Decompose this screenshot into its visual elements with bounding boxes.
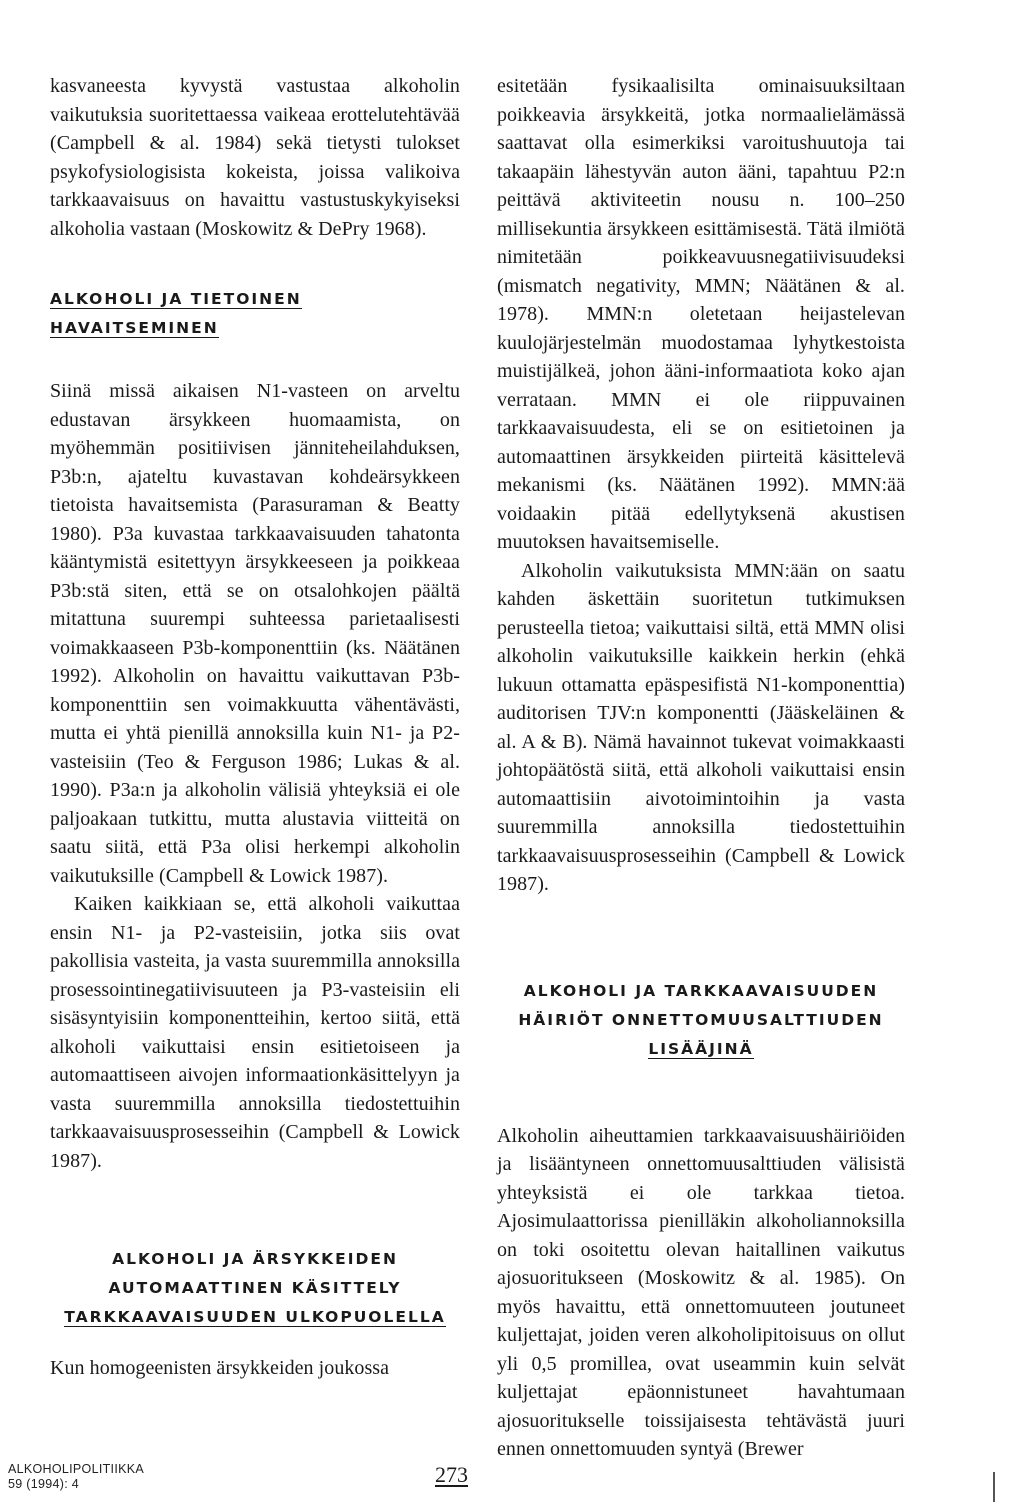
paragraph: kasvaneesta kyvystä vastustaa alkoholin vaikutuksia suoritettaessa vaikeaa erottelutehtävää (Campbell & al. 1984) sekä tietysti tulokset psykofysiologisista kokeista, joissa valikoiva tarkkaavaisuus on havaittu vastustuskykyiseksi alkoholia vastaan (Moskowitz & DePry 1968). [50, 75, 460, 240]
paragraph: Siinä missä aikaisen N1-vasteen on arveltu edustavan ärsykkeen huomaamista, on myöhemmän positiivisen jänniteheilahduksen, P3b:n, ajateltu kuvastavan kohdeärsykkeen tietoista havaitsemista (Parasuraman & Beatty 1980). P3a kuvastaa tarkkaavaisuuden tahatonta kääntymistä esitettyyn ärsykkeeseen ja poikkeaa P3b:stä siten, että se on otsalohkojen päältä mitattuna suurempi suhteessa parietaalisesti voimakkaaseen P3b-komponenttiin (ks. Näätänen 1992). Alkoholin on havaittu vaikuttavan P3b-komponenttiin sen voimakkuutta vähentävästi, mutta ei yhtä pienillä annoksilla kuin N1- ja P2-vasteisiin (Teo & Ferguson 1986; Lukas & al. 1990). P3a:n ja alkoholin välisiä yhteyksiä ei ole paljoakaan tutkittu, mutta alustavia viitteitä on saatu siitä, että P3a olisi herkempi alkoholin vaikutuksille (Campbell & Lowick 1987). [50, 380, 460, 887]
paragraph: Kun homogeenisten ärsykkeiden joukossa [50, 1357, 390, 1379]
left-column [50, 72, 460, 1383]
section-heading [50, 285, 460, 343]
section-heading [50, 1245, 460, 1332]
paragraph: esitetään fysikaalisilta ominaisuuksiltaan poikkeavia ärsykkeitä, jotka normaalielämässä saattavat olla esimerkiksi varoitushuutoja tai takaapäin lähestyvän auton ääni, tapahtuu P2:n peittävä aktiviteetin nousu n. 100–250 millisekuntia ärsykkeen esittämisestä. Tätä ilmiötä nimitetään poikkeavuusnegatiivisuudeksi (mismatch negativity, MMN; Näätänen & al. 1978). MMN:n oletetaan heijastelevan kuulojärjestelmän muodostamaa lyhytkestoista muistijälkeä, johon ääni-informaatiota koko ajan verrataan. MMN ei ole riippuvainen tarkkaavaisuudesta, eli se on esitietoinen ja automaattinen ärsykkeiden piirteitä käsittelevä mekanismi (ks. Näätänen 1992). MMN:ää voidaakin pitää edellytyksenä akustisen muutoksen havaitsemiselle. [497, 75, 905, 553]
page-number: 273 [435, 1462, 468, 1487]
journal-footer [8, 1462, 144, 1492]
journal-name: ALKOHOLIPOLITIIKKA [8, 1462, 145, 1476]
section-heading-line: ALKOHOLI JA ÄRSYKKEIDEN [112, 1250, 398, 1268]
journal-volume: 59 (1994): 4 [8, 1477, 80, 1491]
paragraph: Alkoholin aiheuttamien tarkkaavaisuushäiriöiden ja lisääntyneen onnettomuusalttiuden välisistä yhteyksistä ei ole tarkkaa tietoa. Ajosimulaattorissa pienilläkin alkoholiannoksilla on toki osoitettu olevan haitallinen vaikutus ajosuoritukseen (Moskowitz & al. 1985). On myös havaittu, että onnettomuuteen joutuneet kuljettajat, joiden veren alkoholipitoisuus on ollut yli 0,5 promillea, ovat useammin kuin selvät kuljettajat epäonnistuneet havahtumaan ajosuoritukselle toissijaisesta tehtävästä juuri ennen onnettomuuden syntyä (Brewer [497, 1124, 905, 1460]
section-heading-line: ALKOHOLI JA TARKKAAVAISUUDEN [523, 981, 879, 1000]
paragraph: Alkoholin vaikutuksista MMN:ään on saatu kahden äskettäin suoritetun tutkimuksen perusteella tietoa; vaikuttaisi siltä, että MMN olisi alkoholin vaikutuksille kaikkein herkin (ehkä lukuun ottamatta epäspesifistä N1-komponenttia) auditorisen TJV:n komponentti (Jääskeläinen & al. A & B). Nämä havainnot tukevat voimakkaasti johtopäätöstä siitä, että alkoholi vaikuttaisi ensin automaattisiin aivotoimintoihin ja vasta suuremmilla annoksilla tiedostettuihin tarkkaavaisuusprosesseihin (Campbell & Lowick 1987). [497, 559, 905, 895]
section-heading [497, 977, 905, 1064]
section-heading-text: ALKOHOLI JA TIETOINEN HAVAITSEMINEN [50, 290, 302, 337]
scan-mark [993, 1472, 995, 1502]
right-column [497, 72, 905, 1464]
section-heading-line: AUTOMAATTINEN KÄSITTELY [108, 1279, 402, 1297]
section-heading-line: HÄIRIÖT ONNETTOMUUSALTTIUDEN [518, 1010, 884, 1029]
section-heading-line: LISÄÄJINÄ [648, 1039, 754, 1058]
paragraph: Kaiken kaikkiaan se, että alkoholi vaikuttaa ensin N1- ja P2-vasteisiin, jotka siis ovat pakollisia vasteita, ja vasta suuremmilla annoksilla prosessointinegatiivisuuteen ja P3-vasteisiin eli sisäsyntyisiin komponentteihin, kertoo siitä, että alkoholi vaikuttaisi ensin esitietoiseen ja automaattiseen aivojen informaationkäsittelyyn ja vasta suuremmilla annoksilla tiedostettuihin tarkkaavaisuusprosesseihin (Campbell & Lowick 1987). [50, 893, 460, 1172]
section-heading-line: TARKKAAVAISUUDEN ULKOPUOLELLA [64, 1308, 446, 1326]
